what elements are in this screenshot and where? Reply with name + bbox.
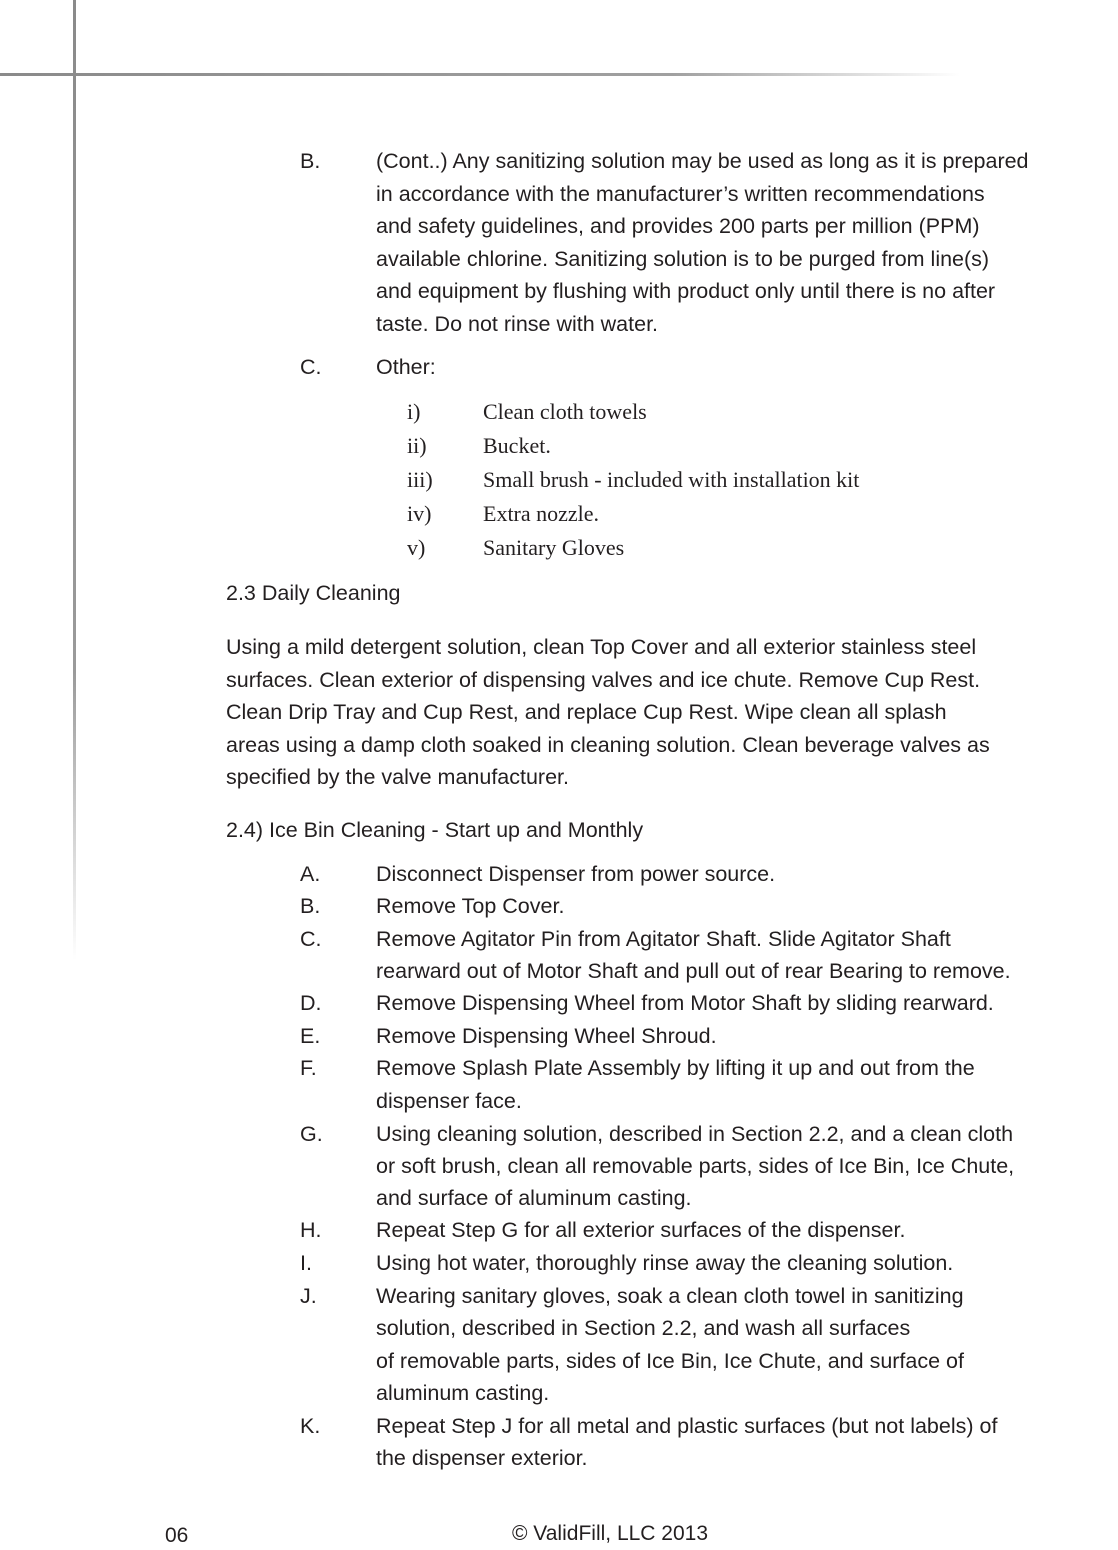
- section-heading-ice-bin-cleaning: 2.4) Ice Bin Cleaning - Start up and Monthly: [226, 818, 644, 842]
- body-line: (Cont..) Any sanitizing solution may be used as long as it is prepared: [376, 149, 1029, 173]
- step-line: rearward out of Motor Shaft and pull out of rear Bearing to remove.: [376, 959, 1011, 983]
- section-heading-daily-cleaning: 2.3 Daily Cleaning: [226, 581, 401, 605]
- step-line: solution, described in Section 2.2, and wash all surfaces: [376, 1316, 911, 1340]
- item-label: C.: [300, 355, 322, 379]
- list-item-text: Bucket.: [483, 433, 551, 458]
- list-item-number: v): [407, 535, 426, 560]
- step-line: or soft brush, clean all removable parts, sides of Ice Bin, Ice Chute,: [376, 1154, 1015, 1178]
- step-line: Remove Dispensing Wheel from Motor Shaft by sliding rearward.: [376, 991, 994, 1015]
- step-line: Remove Splash Plate Assembly by lifting it up and out from the: [376, 1056, 975, 1080]
- step-label: I.: [300, 1251, 312, 1275]
- list-item-number: iv): [407, 501, 432, 526]
- step-line: Repeat Step G for all exterior surfaces of the dispenser.: [376, 1218, 906, 1242]
- page-number: 06: [165, 1524, 189, 1547]
- list-item-text: Extra nozzle.: [483, 501, 600, 526]
- paragraph-line: Using a mild detergent solution, clean Top Cover and all exterior stainless steel: [226, 635, 977, 659]
- step-label: D.: [300, 991, 322, 1015]
- step-line: dispenser face.: [376, 1089, 522, 1113]
- step-label: K.: [300, 1414, 321, 1438]
- step-line: aluminum casting.: [376, 1381, 550, 1405]
- step-line: the dispenser exterior.: [376, 1446, 588, 1470]
- body-line: taste. Do not rinse with water.: [376, 312, 659, 336]
- step-line: Remove Agitator Pin from Agitator Shaft. Slide Agitator Shaft: [376, 927, 951, 951]
- paragraph-line: surfaces. Clean exterior of dispensing valves and ice chute. Remove Cup Rest.: [226, 667, 981, 692]
- crop-mark-vertical: [73, 0, 76, 960]
- list-item-number: iii): [407, 467, 433, 492]
- step-label: B.: [300, 894, 321, 918]
- list-item-text: Small brush - included with installation kit: [483, 467, 860, 492]
- step-line: Repeat Step J for all metal and plastic surfaces (but not labels) of: [376, 1414, 998, 1438]
- step-line: Remove Dispensing Wheel Shroud.: [376, 1024, 717, 1048]
- body-line: in accordance with the manufacturer’s written recommendations: [376, 182, 985, 206]
- list-item-text: Sanitary Gloves: [483, 535, 625, 560]
- paragraph-line: specified by the valve manufacturer.: [226, 765, 569, 789]
- step-label: J.: [300, 1284, 317, 1308]
- list-item-number: ii): [407, 433, 427, 458]
- step-line: and surface of aluminum casting.: [376, 1186, 692, 1210]
- paragraph-line: Clean Drip Tray and Cup Rest, and replace Cup Rest. Wipe clean all splash: [226, 700, 947, 724]
- step-label: A.: [300, 862, 321, 886]
- step-label: H.: [300, 1218, 322, 1242]
- body-line: and safety guidelines, and provides 200 parts per million (PPM): [376, 214, 980, 238]
- step-label: G.: [300, 1122, 323, 1146]
- daily-cleaning-paragraph: [226, 631, 1106, 794]
- item-label: B.: [300, 149, 321, 173]
- paragraph-line: areas using a damp cloth soaked in cleaning solution. Clean beverage valves as: [226, 732, 990, 757]
- step-label: E.: [300, 1024, 321, 1048]
- body-line: available chlorine. Sanitizing solution is to be purged from line(s): [376, 247, 990, 271]
- copyright-notice: © ValidFill, LLC 2013: [512, 1522, 709, 1545]
- body-line: and equipment by flushing with product only until there is no after: [376, 279, 996, 303]
- step-line: Wearing sanitary gloves, soak a clean cloth towel in sanitizing: [376, 1284, 964, 1308]
- list-item-number: i): [407, 399, 421, 424]
- step-line: of removable parts, sides of Ice Bin, Ice Chute, and surface of: [376, 1349, 964, 1373]
- step-label: C.: [300, 927, 322, 951]
- step-label: F.: [300, 1056, 317, 1080]
- step-line: Disconnect Dispenser from power source.: [376, 862, 776, 886]
- list-item-text: Clean cloth towels: [483, 399, 647, 424]
- crop-mark-horizontal: [0, 73, 960, 76]
- item-text: Other:: [376, 355, 436, 379]
- step-line: Remove Top Cover.: [376, 894, 565, 918]
- step-line: Using hot water, thoroughly rinse away the cleaning solution.: [376, 1251, 954, 1275]
- step-line: Using cleaning solution, described in Section 2.2, and a clean cloth: [376, 1122, 1014, 1146]
